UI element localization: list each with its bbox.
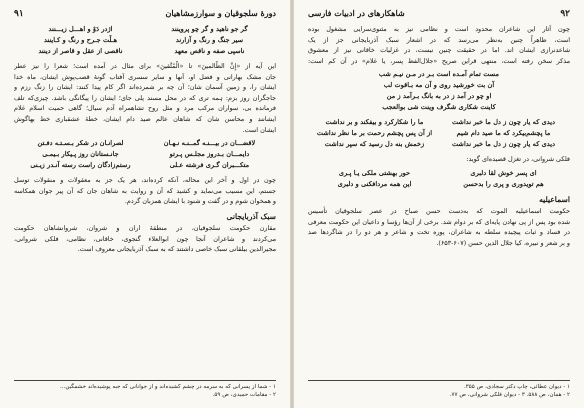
left-paragraph-1	[14, 61, 276, 135]
text-line: فلکی شروانی، در تغزل قصیده‌ای گوید:	[466, 155, 570, 164]
footnote: ۲ - مقامات حمیدی، ص ۵۹.	[212, 392, 276, 399]
verse-hemistich: ای پسر خوش لقا دلبری	[470, 168, 537, 177]
verse-hemistich: سیر جنگ و رنگ و آزارند	[175, 36, 244, 44]
verse-hemistich: گر جو ناهید و گر چو پروینند	[171, 25, 248, 33]
verse-line: کاینت شکاری شگرف وینت شی بوالعجب	[382, 103, 496, 112]
text-line: فرمانده بی، سواران مرکب مرد و مثل روح تشاهمراه آدم سیال؛ گاهی حمیت اسلام غلام	[14, 104, 276, 113]
right-section-title: اسماعیلیه	[539, 194, 570, 204]
right-running-title: شاهکارهای در ادبیات فارسی	[308, 8, 405, 18]
verse-couplet	[314, 179, 564, 190]
verse-couplet	[20, 35, 270, 46]
text-line: مذکر سخن رفته است، منتهی قراین صریح «جلال‌الفظ پسر، یا غلام» در آن کم است:	[308, 56, 570, 65]
left-section-title: سبک آذربایجانی	[226, 211, 276, 221]
text-line: مجیرالدین بیلقانی سبک خاصی داشتند که به سبک آذربایجانی معروف است.	[77, 245, 276, 254]
verse-couplet	[20, 46, 270, 57]
verse-hemistich: این همه مردافکنی و دلبری	[337, 179, 412, 188]
verse-couplet	[314, 128, 564, 139]
left-page-number: ۹۱	[14, 9, 24, 19]
verse-hemistich: دیدی که یار چون ز دل ما خبر نداشت	[451, 140, 556, 149]
footnote: ۱ - دیوان عطائی، چاپ دکتر سجادی، ص ۳۵۵.	[464, 383, 570, 390]
right-intro-line	[308, 154, 570, 165]
left-paragraph-3	[14, 223, 276, 255]
left-paragraph-2	[14, 175, 276, 207]
right-page-number: ۹۲	[560, 9, 570, 19]
verse-hemistich: رستم‌زادگان راست رسته آنـدر زیـنی	[30, 161, 131, 170]
verse-hemistich: هم تویدوری و پری را بدحسن	[463, 179, 544, 188]
right-verse-2	[308, 168, 570, 190]
verse-hemistich: زخمش بنه دل رسید که سپر نداشت	[324, 140, 425, 149]
right-verse-1	[308, 69, 570, 113]
right-paragraph-3	[308, 206, 570, 248]
left-running-head	[14, 8, 276, 19]
verse-hemistich: اژدر دَوْ و اهـــل زیـــنند	[48, 25, 113, 33]
verse-hemistich: ناسپی صفه و ناقص معهد	[174, 47, 245, 55]
text-line: ایشان را، و زمین آسمان شان؛ آن چه بر شمرده‌اند اگر کام پیدا کنند: ایشان را زنگ رزم و	[14, 83, 276, 92]
text-line: شاعدنرازی ایشان اند. اما در حقیقت چنین نیست، در غزلیات خاقانی نیز از معشوق	[308, 46, 570, 55]
left-running-title: دورهٔ سلجوقیان و سوارزمشاهیان	[165, 8, 276, 18]
verse-hemistich: لصرانـان در شکر بـسـتـه دفـتن	[37, 139, 124, 148]
verse-hemistich: هـلْت جـرح و رنگ و کـاینند	[43, 36, 118, 44]
text-line: این آیه از «إِنَّ الظّالمينَ» تا «الْمُتَّقينَ» برای مثال در آمده است؛ شعرا را نیز عطر	[14, 62, 276, 70]
verse-hemistich: دیدی که یار چون ز دل ما خبر نداشت	[451, 118, 556, 127]
verse-line: او چو در آمد ز در به بانگ بـرآمد ز من	[386, 92, 492, 101]
right-mid-verses	[308, 117, 570, 150]
text-line: و بر شعر و نبیره، کیا جلال الدین حسن (۶۰۷-۶۵۳).	[436, 238, 570, 247]
verse-hemistich: ما پچشم‌بیکرد که ما صید دام شیم	[456, 129, 551, 138]
verse-hemistich: لاقضـــان در بیـــنـه گمــنـه نـهـان	[163, 139, 256, 148]
verse-hemistich: ناقصی از عقل و قاصر از دینند	[38, 47, 123, 55]
text-line: چون در اول و آخر این محاله، آنکه کرده‌اند، هر یک جز به معقولات و منقولات توسل	[14, 176, 276, 185]
verse-hemistich: دایمـــان بـدروز مجلـس پـرتو	[169, 150, 250, 159]
verse-hemistich: حور بهشتی ملکی یـا پـری	[338, 168, 411, 177]
verse-couplet	[20, 149, 270, 160]
verse-couplet	[314, 139, 564, 150]
verse-hemistich: از آن پس پچشم رحمت بر ما نظر نداشت	[316, 129, 433, 138]
right-paragraph-1	[308, 24, 570, 66]
text-line: حکومت اسماعیلیه الموت که به‌دست حسن صباح در عصر سلجوقیان تأسیس	[308, 206, 570, 215]
left-middle-verses	[14, 138, 276, 171]
verse-couplet	[20, 24, 270, 35]
footnote: ۲ - همان، ص ۵۸۸. ۳ - دیوان فلکی شروانی، ص ۷۷.	[449, 392, 570, 399]
text-line: چون آثار این شاعران محدود است و نظامی نیز به مثنوی‌سرایی مشغول بوده	[308, 25, 570, 33]
text-line: جاجگران روز بزم: ہمه تری که در محل مسند پلی جای؛ ایشان را پیگانگی باشد. چیزی‌که تلف	[14, 93, 276, 102]
left-opening-verses	[14, 24, 276, 57]
verse-hemistich: ما را شکارکرد و بیفکند و بر نداشت	[325, 118, 424, 127]
text-line: و همخوان شوم و در گفت و شنود با ایشان همزبان گردم.	[124, 197, 276, 206]
footnote: ۱ - شما از پسرانی که به سرمه در چشم کشیده‌اند و از جوانانی که جبه پوشیده‌اند خشمگین...	[60, 383, 276, 390]
verse-hemistich: متکـــبران گـری فرشته عـلی	[169, 161, 250, 170]
left-page	[0, 0, 290, 408]
text-line: جان مشک بهارانی و فضل او، آنها و سایر سسری آفتاب گونهٔ قصب‌پوش ایشان، ماه خدا	[14, 72, 276, 81]
text-line: مقارن حکومت سلجوقیان، در منطقهٔ اران و شروان، شروانشاهان حکومت	[14, 223, 276, 232]
verse-hemistich: جانـستانان روز پـیکار بـیمـی	[42, 150, 119, 159]
text-line: جستم، این مسیب می‌نماید و کشید که آن و روایت به شاهان جان که آن پیر جوان همکاسه	[14, 186, 276, 195]
left-footnotes	[14, 380, 276, 400]
right-running-head	[308, 8, 570, 19]
text-line: شده بود پس از پی نهادن پایه‌ای که بر دوام شد. برخی از آن‌ها رؤسا و داعیان این حکومت معرفی	[308, 217, 570, 226]
verse-couplet	[20, 138, 270, 149]
verse-couplet	[314, 168, 564, 179]
verse-line: آن بت خورشید روی و آن مه بـاقوت لب	[383, 81, 495, 90]
right-page	[294, 0, 584, 408]
right-footnotes	[308, 380, 570, 400]
text-line: ایشانند و محاسن شان که شاهان عالم صید دام ایشان، خطهٔ عشقباری خط بهاگوش	[14, 114, 276, 123]
text-line: است، ظاهراً چنین به‌نظر می‌رسد که در اشعار سبک آذربایجانی جز از یک	[308, 35, 570, 44]
text-line: ایشان است.	[242, 125, 276, 134]
text-line: می‌کردند و شاعران آنجا چون ابوالعلاء گنجوی، خاقانی، نظامی، فلکی شروانی،	[14, 234, 276, 243]
verse-line: مست تمام آمـده است بـر در مـن نیـم شب	[378, 70, 500, 79]
verse-couplet	[20, 160, 270, 171]
text-line: در فساد و ثبات پیچیده سلطه به شاعران، پوره تخت و شاعر و هر دو را در شاگرد‌ها صد	[308, 228, 570, 237]
verse-couplet	[314, 117, 564, 128]
